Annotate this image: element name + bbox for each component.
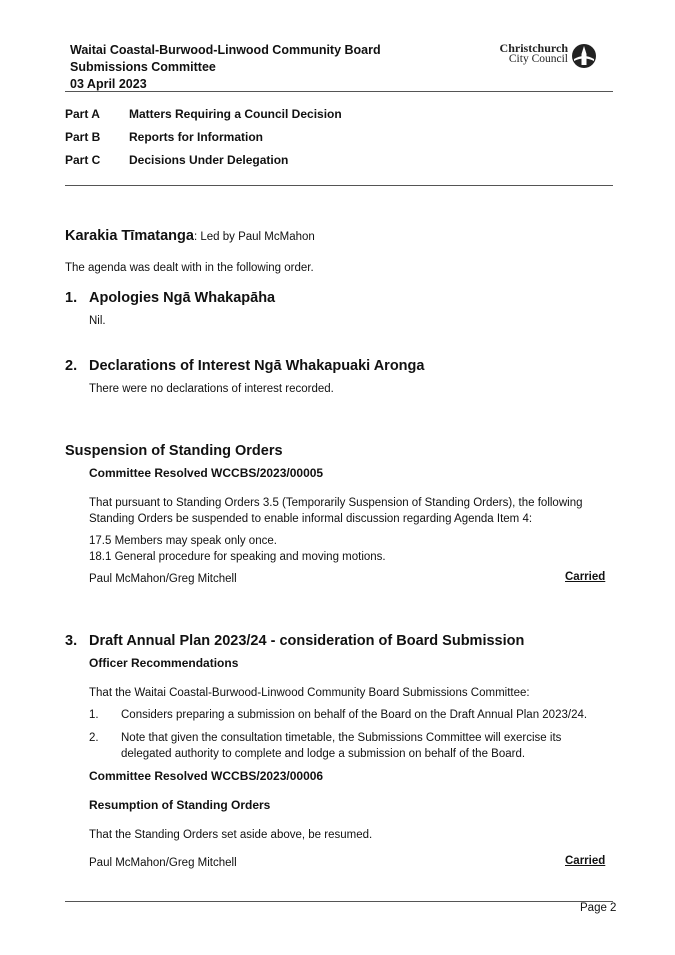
item3-resolved: Committee Resolved WCCBS/2023/00006 <box>89 769 324 783</box>
rec2-text-line1: Note that given the consultation timetable, the Submissions Committee will exercise its <box>121 732 562 744</box>
item2-title: Declarations of Interest Ngā Whakapuaki Aronga <box>89 358 425 374</box>
agenda-note: The agenda was dealt with in the following order. <box>65 262 314 274</box>
board-name: Waitai Coastal-Burwood-Linwood Community Board <box>70 43 381 57</box>
item2-number: 2. <box>65 358 78 374</box>
part-a-desc: Matters Requiring a Council Decision <box>129 107 342 121</box>
officer-recommendations: Officer Recommendations <box>89 656 239 670</box>
rec1-number: 1. <box>89 709 99 721</box>
karakia-suffix: : Led by Paul McMahon <box>193 231 315 243</box>
part-c-label: Part C <box>65 153 101 167</box>
item3-title: Draft Annual Plan 2023/24 - consideration of Board Submission <box>89 633 525 649</box>
item1-number: 1. <box>65 290 78 306</box>
suspension-carried: Carried <box>565 571 606 583</box>
suspension-resolved: Committee Resolved WCCBS/2023/00005 <box>89 466 324 480</box>
committee-name: Submissions Committee <box>70 60 216 74</box>
part-a-label: Part A <box>65 107 100 121</box>
part-b-label: Part B <box>65 130 101 144</box>
logo-line2: City Council <box>508 53 568 65</box>
item3-number: 3. <box>65 633 78 649</box>
suspension-item-a: 17.5 Members may speak only once. <box>89 535 277 547</box>
page-number: Page 2 <box>580 902 617 914</box>
council-logo <box>482 43 602 69</box>
part-c-desc: Decisions Under Delegation <box>129 153 289 167</box>
cathedral-logo-icon <box>570 43 598 69</box>
item1-text: Nil. <box>89 315 106 327</box>
suspension-title: Suspension of Standing Orders <box>65 443 283 459</box>
footer-rule <box>65 901 613 902</box>
karakia-line <box>65 227 315 245</box>
part-b-desc: Reports for Information <box>129 130 263 144</box>
rec2-number: 2. <box>89 732 99 744</box>
karakia-title: Karakia Tīmatanga <box>65 228 194 244</box>
resumption-title: Resumption of Standing Orders <box>89 798 271 812</box>
rec1-text: Considers preparing a submission on behalf of the Board on the Draft Annual Plan 2023/24. <box>121 709 588 721</box>
suspension-para-line1: That pursuant to Standing Orders 3.5 (Temporarily Suspension of Standing Orders), the following <box>89 497 583 509</box>
item1-title: Apologies Ngā Whakapāha <box>89 290 276 306</box>
suspension-item-b: 18.1 General procedure for speaking and moving motions. <box>89 551 386 563</box>
item2-text: There were no declarations of interest recorded. <box>89 383 334 395</box>
item3-intro: That the Waitai Coastal-Burwood-Linwood Community Board Submissions Committee: <box>89 687 530 699</box>
meeting-date: 03 April 2023 <box>70 77 147 91</box>
suspension-para-line2: Standing Orders be suspended to enable informal discussion regarding Agenda Item 4: <box>89 513 533 525</box>
logo-line1: Christchurch <box>499 41 568 55</box>
header-rule <box>65 91 613 92</box>
parts-rule <box>65 185 613 186</box>
item3-movers: Paul McMahon/Greg Mitchell <box>89 857 237 869</box>
suspension-movers: Paul McMahon/Greg Mitchell <box>89 573 237 585</box>
resumption-text: That the Standing Orders set aside above, be resumed. <box>89 829 373 841</box>
rec2-text-line2: delegated authority to complete and lodge a submission on behalf of the Board. <box>121 748 526 760</box>
item3-carried: Carried <box>565 855 606 867</box>
document-header <box>70 42 381 93</box>
